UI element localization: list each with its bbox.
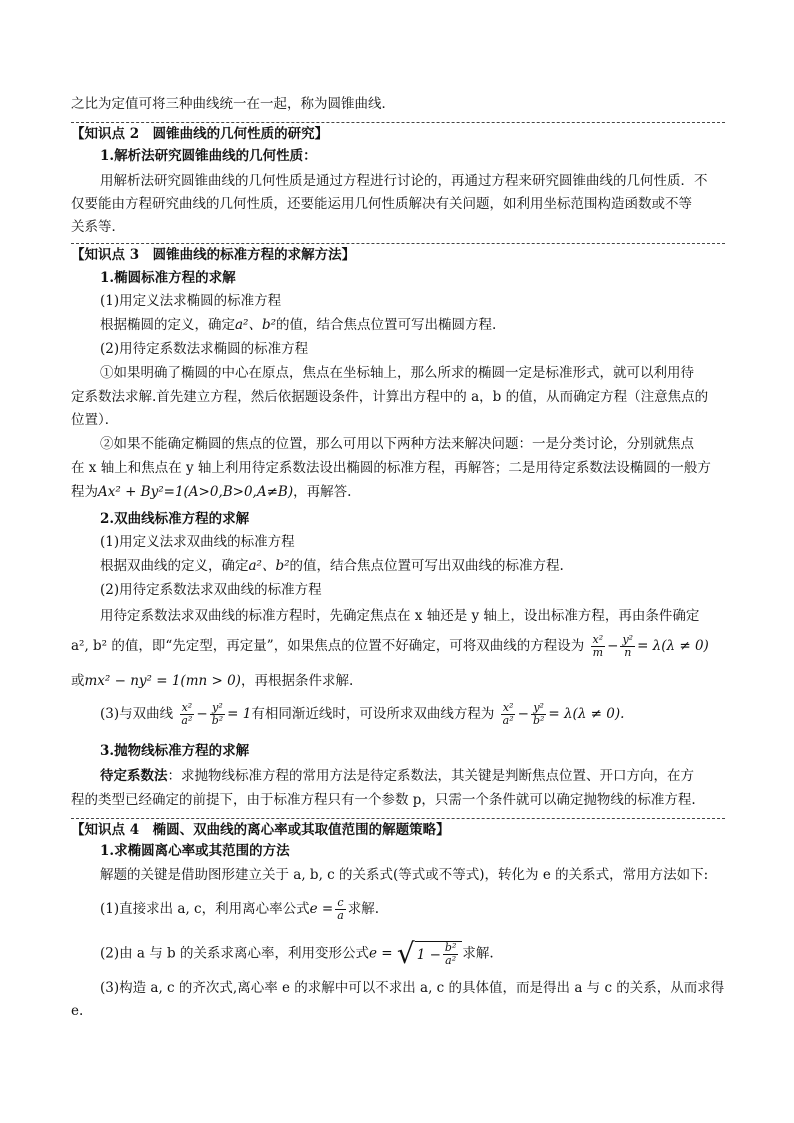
sec4-m2 — [100, 937, 494, 970]
parabola-p2: 程的类型已经确定的前提下，由于标准方程只有一个参数 p，只需一个条件就可以确定抛物线的标准方程. — [71, 792, 696, 808]
hyperbola-s1: (1)用定义法求双曲线的标准方程 — [100, 534, 295, 550]
section-divider — [71, 122, 725, 123]
fraction — [443, 942, 458, 967]
denominator: a — [337, 909, 344, 922]
text: 程为 — [71, 484, 98, 500]
text: 或 — [71, 673, 85, 689]
section-2-title: 【知识点 2 圆锥曲线的几何性质的研究】 — [71, 126, 329, 142]
text: 的值，结合焦点位置可写出椭圆方程. — [276, 317, 497, 333]
section-divider — [71, 818, 725, 819]
text: 根据双曲线的定义，确定 — [100, 558, 249, 574]
hyperbola-s2: (2)用待定系数法求双曲线的标准方程 — [100, 582, 322, 598]
text: ：求抛物线标准方程的常用方法是待定系数法，其关键是判断焦点位置、开口方向，在方 — [167, 768, 694, 784]
ellipse-c2c — [71, 483, 351, 501]
math-expr: a²、b² — [248, 558, 290, 574]
denominator: b² — [532, 714, 545, 727]
denominator: a² — [445, 954, 457, 967]
fraction — [335, 897, 346, 922]
text: 根据椭圆的定义，确定 — [100, 317, 235, 333]
math-expr: mx² − ny² = 1(mn > 0) — [84, 673, 241, 689]
minus-sign: − — [196, 706, 208, 722]
ellipse-c1c: 位置）． — [71, 412, 119, 428]
ellipse-s2: (2)用待定系数法求椭圆的标准方程 — [100, 341, 309, 357]
numerator: x² — [502, 701, 514, 714]
text: ，再解答. — [293, 484, 352, 500]
numerator: c — [337, 896, 344, 909]
section-3-title: 【知识点 3 圆锥曲线的标准方程的求解方法】 — [71, 247, 356, 263]
denominator: a² — [502, 714, 514, 727]
math-expr: Ax² + By²=1(A>0,B>0,A≠B) — [98, 484, 294, 500]
math-expr: = 1 — [227, 706, 252, 722]
parabola-head: 3.抛物线标准方程的求解 — [100, 743, 250, 759]
text: 求解. — [347, 901, 380, 917]
text: a², b² 的值，即“先定型，再定量”，如果焦点的位置不好确定，可将双曲线的方程设为 — [71, 638, 585, 654]
hyperbola-s3 — [100, 702, 624, 727]
section-2-p1a: 用解析法研究圆锥曲线的几何性质是通过方程进行讨论的，再通过方程来研究圆锥曲线的几何性质．不 — [100, 173, 708, 189]
section-2-p1b: 仅要能由方程研究曲线的几何性质，还要能运用几何性质解决有关问题，如利用坐标范围构造函数或不等 — [71, 196, 692, 212]
fraction — [501, 702, 516, 727]
section-divider — [71, 243, 725, 244]
text: 有相同渐近线时，可设所求双曲线方程为 — [251, 706, 495, 722]
ellipse-s1-text — [100, 316, 496, 334]
numerator: x² — [592, 633, 604, 646]
math-expr: 1 − — [416, 946, 441, 963]
hyperbola-head: 2.双曲线标准方程的求解 — [100, 511, 250, 527]
radicand — [415, 941, 463, 967]
parabola-p1 — [100, 767, 694, 785]
numerator: y² — [212, 701, 223, 714]
hyperbola-s1-text — [100, 557, 564, 575]
ellipse-c2a: ②如果不能确定椭圆的焦点的位置，那么可用以下两种方法来解决问题：一是分类讨论，分别就焦点 — [100, 436, 694, 452]
numerator: y² — [533, 701, 544, 714]
sec4-m3a: (3)构造 a, c 的齐次式,离心率 e 的求解中可以不求出 a, c 的具体值，而是得出 a 与 c 的关系，从而求得 — [100, 980, 725, 996]
hyperbola-p1: 用待定系数法求双曲线的标准方程时，先确定焦点在 x 轴还是 y 轴上，设出标准方程，再由条件确定 — [100, 608, 700, 624]
denominator: m — [592, 646, 604, 659]
section-4-title: 【知识点 4 椭圆、双曲线的离心率或其取值范围的解题策略】 — [71, 822, 450, 838]
sec4-m3b: e. — [71, 1003, 84, 1019]
fraction — [591, 634, 606, 659]
math-expr: = λ(λ ≠ 0) — [637, 638, 709, 654]
numerator: x² — [181, 701, 193, 714]
ellipse-s1: (1)用定义法求椭圆的标准方程 — [100, 293, 282, 309]
fraction — [179, 702, 194, 727]
math-expr: = λ(λ ≠ 0). — [548, 706, 625, 722]
section-2-sub1: 1.解析法研究圆锥曲线的几何性质： — [100, 148, 317, 164]
numerator: b² — [444, 941, 457, 954]
hyperbola-p2 — [71, 634, 709, 659]
math-expr: a²、b² — [235, 317, 277, 333]
text: (3)与双曲线 — [100, 706, 174, 722]
section-2-p1c: 关系等． — [71, 219, 125, 235]
radical-sign: √ — [396, 937, 415, 970]
fraction — [210, 702, 225, 727]
denominator: n — [624, 646, 632, 659]
hyperbola-p3 — [71, 672, 353, 690]
ellipse-c1a: ①如果明确了椭圆的中心在原点，焦点在坐标轴上，那么所求的椭圆一定是标准形式，就可以利用待 — [100, 365, 694, 381]
fraction — [531, 702, 546, 727]
sec4-m1 — [100, 897, 379, 922]
text: ，再根据条件求解. — [240, 673, 354, 689]
minus-sign: − — [517, 706, 529, 722]
text: 求解. — [462, 945, 494, 962]
denominator: a² — [181, 714, 193, 727]
math-expr: e = — [368, 945, 393, 962]
minus-sign: − — [607, 638, 619, 654]
sec4-p1: 解题的关键是借助图形建立关于 a, b, c 的关系式(等式或不等式)，转化为 e 的关系式，常用方法如下: — [100, 867, 709, 883]
intro-line: 之比为定值可将三种曲线统一在一起，称为圆锥曲线． — [71, 96, 395, 112]
fraction — [620, 634, 635, 659]
sec4-head: 1.求椭圆离心率或其范围的方法 — [100, 843, 290, 859]
square-root — [396, 937, 463, 970]
text: (2)由 a 与 b 的关系求离心率，利用变形公式 — [100, 945, 369, 962]
math-expr: e = — [309, 901, 334, 917]
ellipse-c1b: 定系数法求解.首先建立方程，然后依据题设条件，计算出方程中的 a，b 的值，从而确定方程（注意焦点的 — [71, 389, 709, 405]
lead-term: 待定系数法 — [100, 768, 168, 784]
ellipse-c2b: 在 x 轴上和焦点在 y 轴上利用待定系数法设出椭圆的标准方程，再解答；二是用待定系数法设椭圆的一般方 — [71, 460, 711, 476]
ellipse-head: 1.椭圆标准方程的求解 — [100, 270, 236, 286]
numerator: y² — [622, 633, 634, 646]
denominator: b² — [211, 714, 224, 727]
text: 的值，结合焦点位置可写出双曲线的标准方程. — [289, 558, 564, 574]
text: (1)直接求出 a, c，利用离心率公式 — [100, 901, 310, 917]
